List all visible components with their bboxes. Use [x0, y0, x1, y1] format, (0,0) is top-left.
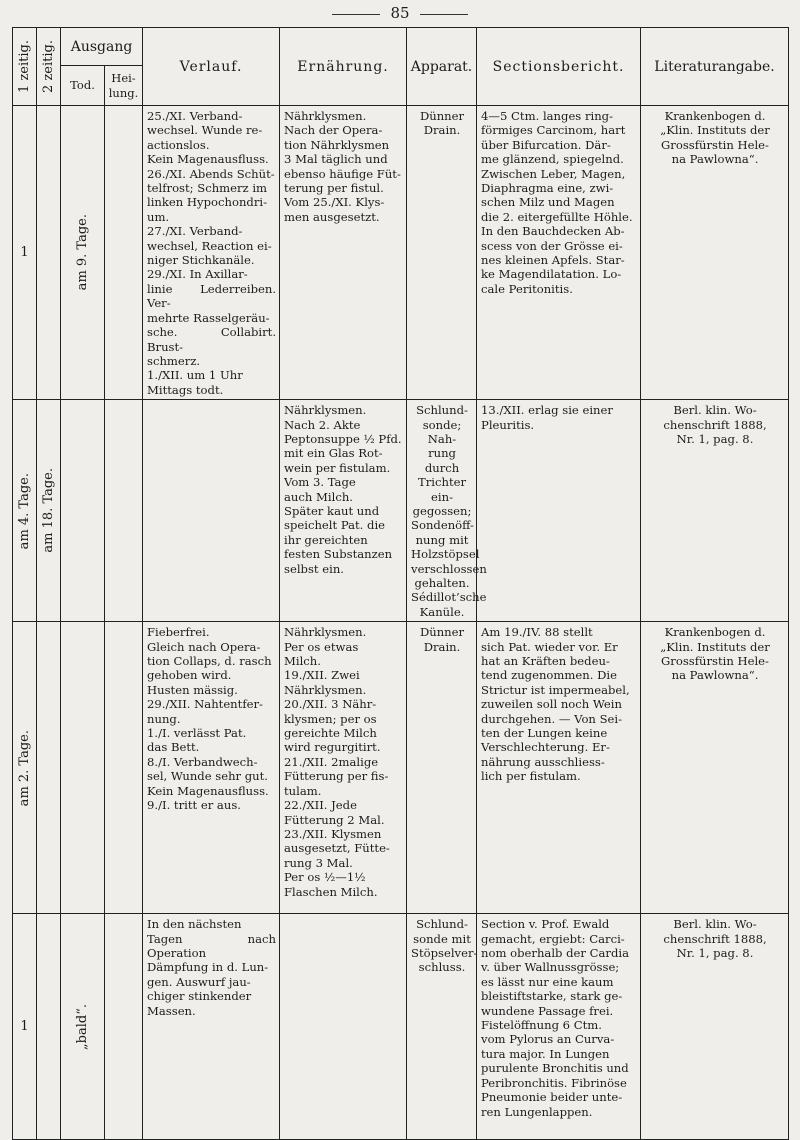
- row2-z2: am 18. Tage.: [37, 400, 61, 622]
- row2-apparat: Schlund- sonde; Nah- rung durch Trichter ein- gegossen; Sondenöff- nung mit Holzstöpsel verschlossen gehalten. Sédillot’sche Kanüle.: [407, 400, 477, 622]
- row4-verlauf: In den nächsten Tagen nach Operation Dämpfung in d. Lun- gen. Auswurf jau- chiger stinkender Massen.: [143, 914, 280, 1140]
- row2-sectionsbericht: 13./XII. erlag sie einer Pleuritis.: [477, 400, 641, 622]
- row1-apparat: Dünner Drain.: [407, 106, 477, 400]
- row3-verlauf: Fieberfrei. Gleich nach Opera- tion Collaps, d. rasch gehoben wird. Husten mässig. 29./XII. Nahtentfer- nung. 1./I. verlässt Pat. das Bett. 8./I. Verbandwech- sel, Wunde sehr gut. Kein Magenausfluss. 9./I. tritt er aus.: [143, 622, 280, 914]
- row4-tod: „bald“.: [61, 914, 105, 1140]
- row3-z1: am 2. Tage.: [13, 622, 37, 914]
- left-dash: [332, 14, 380, 15]
- row2-z1: am 4. Tage.: [13, 400, 37, 622]
- header-verlauf: Verlauf.: [143, 28, 280, 106]
- table-row: [13, 400, 789, 622]
- header-2-zeitig: 2 zeitig.: [37, 28, 61, 106]
- row1-z1: 1: [13, 106, 37, 400]
- header-ernaehrung: Ernährung.: [280, 28, 407, 106]
- header-heilung: Hei- lung.: [105, 66, 143, 106]
- row1-ernaehrung: Nährklysmen. Nach der Opera- tion Nährklysmen 3 Mal täglich und ebenso häufige Füt- terung per fistul. Vom 25./XI. Klys- men ausgesetzt.: [280, 106, 407, 400]
- row2-heilung: [105, 400, 143, 622]
- table-row: [13, 914, 789, 1140]
- row2-ernaehrung: Nährklysmen. Nach 2. Akte Peptonsuppe ½ Pfd. mit ein Glas Rot- wein per fistulam. Vom 3. Tage auch Milch. Später kaut und speichelt Pat. die ihr gereichten festen Substanzen selbst ein.: [280, 400, 407, 622]
- right-dash: [420, 14, 468, 15]
- row4-heilung: [105, 914, 143, 1140]
- row1-z2: [37, 106, 61, 400]
- header-1-zeitig: 1 zeitig.: [13, 28, 37, 106]
- row4-literatur: Berl. klin. Wo- chenschrift 1888, Nr. 1, pag. 8.: [641, 914, 789, 1140]
- row3-ernaehrung: Nährklysmen. Per os etwas Milch. 19./XII. Zwei Nährklysmen. 20./XII. 3 Nähr- klysmen; per os gereichte Milch wird regurgitirt. 21./XII. 2malige Fütterung per fis- tulam. 22./XII. Jede Fütterung 2 Mal. 23./XII. Klysmen ausgesetzt, Fütte- rung 3 Mal. Per os ½—1½ Flaschen Milch.: [280, 622, 407, 914]
- table-row: [13, 106, 789, 400]
- page-number-line: [0, 4, 800, 22]
- header-sectionsbericht: Sectionsbericht.: [477, 28, 641, 106]
- row3-z2: [37, 622, 61, 914]
- row1-verlauf: 25./XI. Verband- wechsel. Wunde re- actionslos. Kein Magenausfluss. 26./XI. Abends Schüt- telfrost; Schmerz im linken Hypochondri- um. 27./XI. Verband- wechsel, Reaction ei- niger Stichkanäle. 29./XI. In Axillar- linie Lederreiben. Ver- mehrte Rasselgeräu- sche. Collabirt. Brust- schmerz. 1./XII. um 1 Uhr Mittags todt.: [143, 106, 280, 400]
- header-tod: Tod.: [61, 66, 105, 106]
- header-apparat: Apparat.: [407, 28, 477, 106]
- row2-literatur: Berl. klin. Wo- chenschrift 1888, Nr. 1, pag. 8.: [641, 400, 789, 622]
- page-number: 85: [390, 4, 410, 22]
- row3-literatur: Krankenbogen d. „Klin. Instituts der Grossfürstin Hele- na Pawlowna“.: [641, 622, 789, 914]
- row2-verlauf: [143, 400, 280, 622]
- row3-apparat: Dünner Drain.: [407, 622, 477, 914]
- row4-ernaehrung: [280, 914, 407, 1140]
- row3-sectionsbericht: Am 19./IV. 88 stellt sich Pat. wieder vor. Er hat an Kräften bedeu- tend zugenommen. Die Strictur ist impermeabel, zuweilen soll noch Wein durchgehen. — Von Sei- ten der Lungen keine Verschlechterung. Er- nährung ausschliess- lich per fistulam.: [477, 622, 641, 914]
- header-ausgang: Ausgang: [61, 28, 143, 66]
- row2-tod: [61, 400, 105, 622]
- case-table: [12, 27, 789, 1140]
- row4-z1: 1: [13, 914, 37, 1140]
- table-row: [13, 622, 789, 914]
- header-literaturangabe: Literaturangabe.: [641, 28, 789, 106]
- row1-sectionsbericht: 4—5 Ctm. langes ring- förmiges Carcinom, hart über Bifurcation. Där- me glänzend, spiegelnd. Zwischen Leber, Magen, Diaphragma eine, zwi- schen Milz und Magen die 2. eitergefüllte Höhle. In den Bauchdecken Ab- scess von der Grösse ei- nes kleinen Apfels. Star- ke Magendilatation. Lo- cale Peritonitis.: [477, 106, 641, 400]
- row4-z2: [37, 914, 61, 1140]
- row3-heilung: [105, 622, 143, 914]
- row1-tod: am 9. Tage.: [61, 106, 105, 400]
- row1-heilung: [105, 106, 143, 400]
- row4-apparat: Schlund- sonde mit Stöpselver- schluss.: [407, 914, 477, 1140]
- row4-sectionsbericht: Section v. Prof. Ewald gemacht, ergiebt: Carci- nom oberhalb der Cardia v. über Wallnussgrösse; es lässt nur eine kaum bleistiftstarke, stark ge- wundene Passage frei. Fistelöffnung 6 Ctm. vom Pylorus an Curva- tura major. In Lungen purulente Bronchitis und Peribronchitis. Fibrinöse Pneumonie beider unte- ren Lungenlappen.: [477, 914, 641, 1140]
- row1-literatur: Krankenbogen d. „Klin. Instituts der Grossfürstin Hele- na Pawlowna“.: [641, 106, 789, 400]
- row3-tod: [61, 622, 105, 914]
